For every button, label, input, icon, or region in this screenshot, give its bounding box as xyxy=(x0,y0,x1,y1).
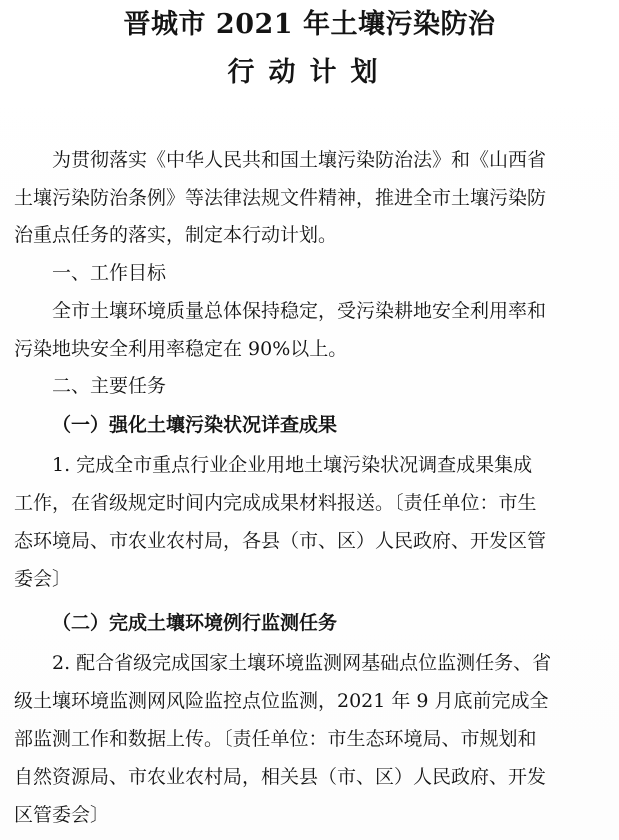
task-2-line: 自然资源局、市农业农村局，相关县（市、区）人民政府、开发 xyxy=(14,766,547,788)
task-1-line: 1. 完成全市重点行业企业用地土壤污染状况调查成果集成 xyxy=(52,454,533,476)
intro-paragraph-line: 治重点任务的落实，制定本行动计划。 xyxy=(14,224,338,246)
section-heading-tasks: 二、主要任务 xyxy=(52,375,167,397)
subsection-heading-2: （二）完成土壤环境例行监测任务 xyxy=(52,612,338,634)
task-2-line: 区管委会〕 xyxy=(14,804,110,826)
intro-paragraph-line: 为贯彻落实《中华人民共和国土壤污染防治法》和《山西省 xyxy=(52,149,547,171)
section-heading-goals: 一、工作目标 xyxy=(52,262,167,284)
task-2-line: 部监测工作和数据上传。〔责任单位：市生态环境局、市规划和 xyxy=(14,728,537,750)
goals-line: 全市土壤环境质量总体保持稳定，受污染耕地安全利用率和 xyxy=(52,300,547,322)
task-1-line: 委会〕 xyxy=(14,568,72,590)
intro-paragraph-line: 土壤污染防治条例》等法律法规文件精神，推进全市土壤污染防 xyxy=(14,187,547,209)
subsection-heading-1: （一）强化土壤污染状况详查成果 xyxy=(52,414,338,436)
task-2-line: 级土壤环境监测网风险监控点位监测，2021 年 9 月底前完成全 xyxy=(14,690,549,712)
document-subtitle: 行动计划 xyxy=(227,57,392,88)
task-1-line: 工作，在省级规定时间内完成成果材料报送。〔责任单位：市生 xyxy=(14,492,537,514)
task-1-line: 态环境局、市农业农村局，各县（市、区）人民政府、开发区管 xyxy=(14,530,547,552)
goals-line: 污染地块安全利用率稳定在 90%以上。 xyxy=(14,338,348,360)
task-2-line: 2. 配合省级完成国家土壤环境监测网基础点位监测任务、省 xyxy=(52,652,552,674)
document-title: 晋城市 2021 年土壤污染防治 xyxy=(123,9,496,40)
